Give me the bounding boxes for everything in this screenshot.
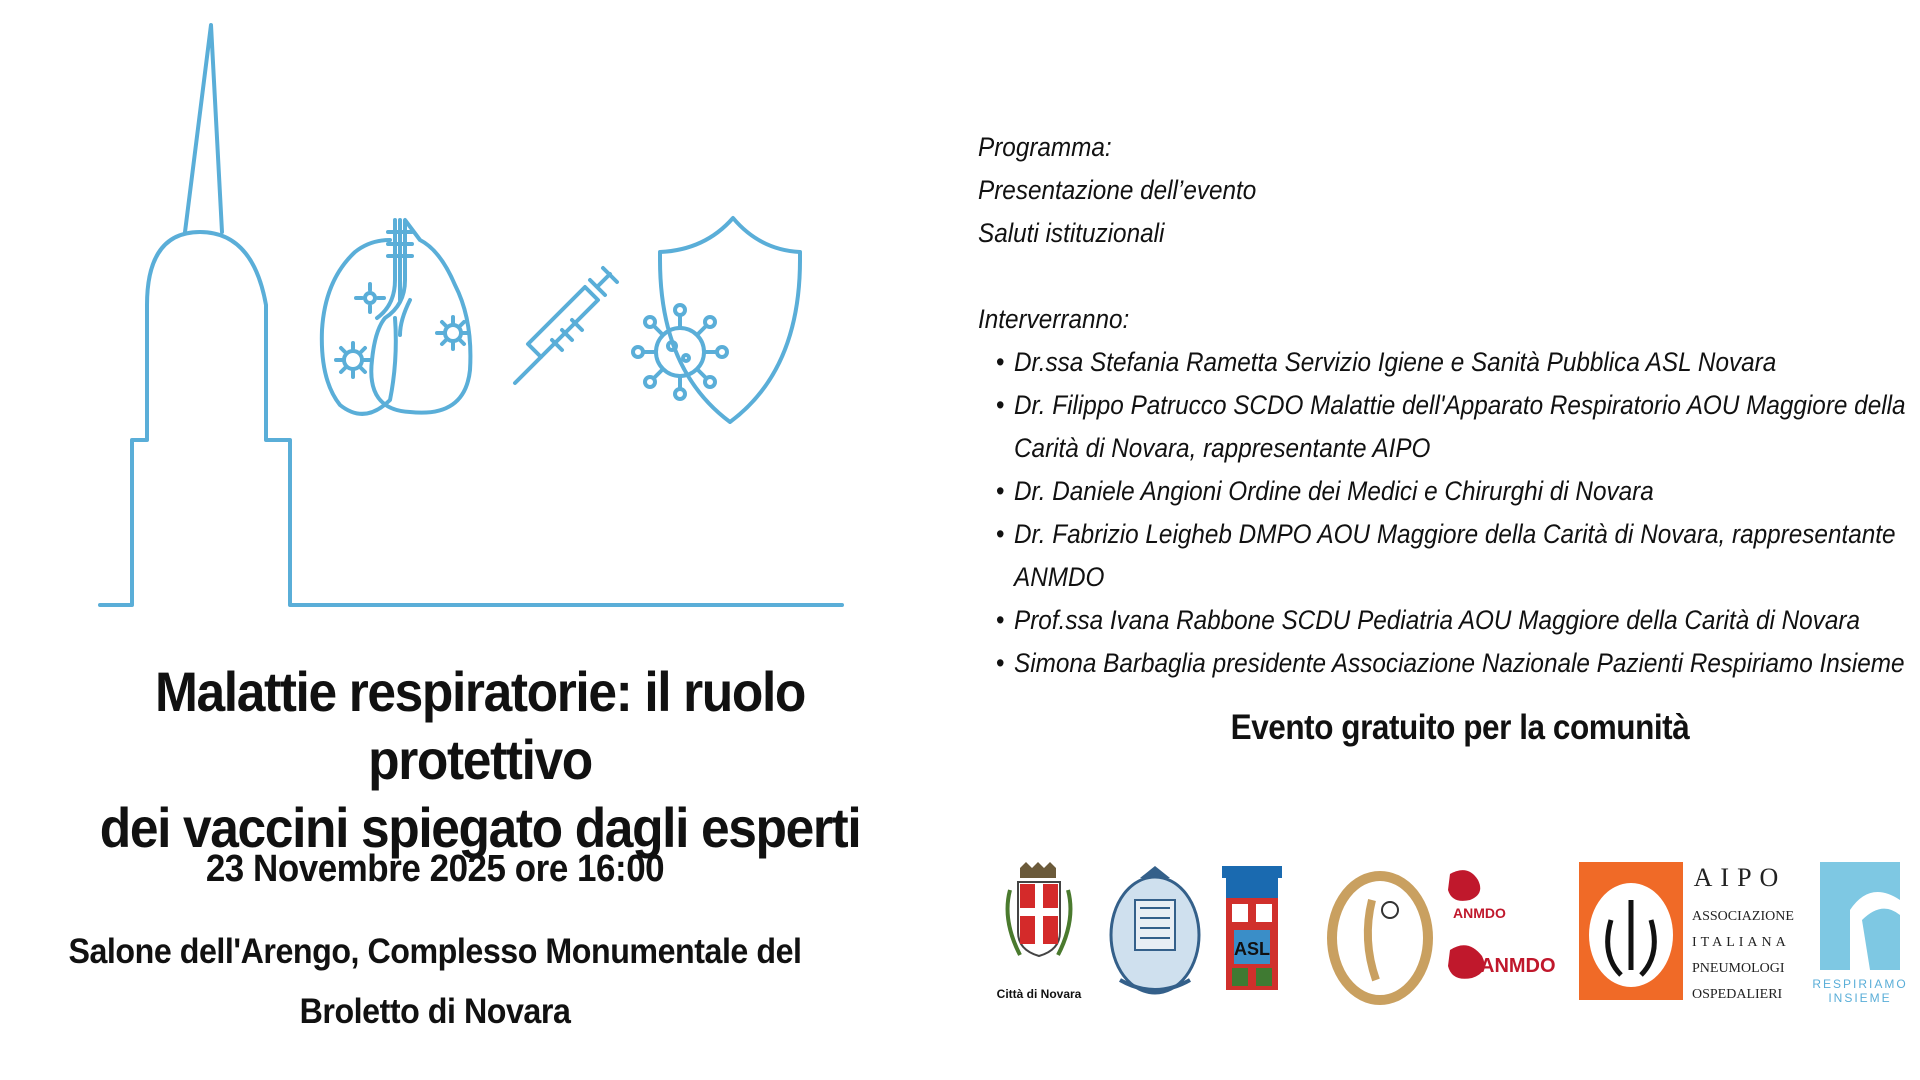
mole-antonelliana-outline: [100, 232, 842, 605]
lungs-icon: [322, 220, 471, 414]
speaker-line: • Dr. Fabrizio Leigheb DMPO AOU Maggiore della Carità di Novara, rappresentante: [1014, 519, 1896, 549]
speaker-item: [978, 642, 1905, 685]
citta-di-novara-label: Città di Novara: [996, 987, 1082, 1001]
speaker-line: • Simona Barbaglia presidente Associazione Nazionale Pazienti Respiriamo Insieme: [1014, 648, 1905, 678]
speaker-line: • Prof.ssa Ivana Rabbone SCDU Pediatria AOU Maggiore della Carità di Novara: [1014, 605, 1860, 635]
event-title-line2: dei vaccini spiegato dagli esperti: [99, 796, 861, 859]
free-event-notice: Evento gratuito per la comunità: [1230, 708, 1690, 747]
event-venue-line1: Salone dell'Arengo, Complesso Monumentale del: [68, 932, 802, 971]
program-section: [978, 126, 1906, 685]
syringe-icon: [515, 268, 617, 383]
hero-illustration: [0, 0, 960, 640]
anmdo-large-label: ANMDO: [1480, 955, 1556, 977]
program-item: Saluti istituzionali: [978, 218, 1165, 248]
asl-label: ASL: [1234, 939, 1270, 959]
anmdo-small-label: ANMDO: [1453, 905, 1506, 921]
speaker-line: • Dr.ssa Stefania Rametta Servizio Igiene e Sanità Pubblica ASL Novara: [1014, 347, 1777, 377]
speaker-line: Carità di Novara, rappresentante AIPO: [1014, 433, 1431, 463]
shield-virus-icon: [633, 218, 800, 422]
event-venue: [35, 922, 835, 1042]
event-venue-line2: Broletto di Novara: [299, 992, 571, 1031]
speakers-list: [978, 341, 1906, 685]
event-datetime: 23 Novembre 2025 ore 16:00: [205, 848, 665, 890]
respiriamo-line2: INSIEME: [1828, 991, 1892, 1005]
aipo-line1: ASSOCIAZIONE: [1692, 909, 1794, 924]
speaker-line: ANMDO: [1014, 562, 1105, 592]
speaker-line: • Dr. Daniele Angioni Ordine dei Medici e Chirurghi di Novara: [1014, 476, 1654, 506]
mole-spire: [185, 25, 222, 232]
ordine-medici-logo: [1332, 876, 1428, 1000]
aipo-logo: [1579, 862, 1794, 1002]
aipo-line2: ITALIANA: [1692, 935, 1790, 950]
speaker-item: [978, 341, 1826, 384]
event-title-line1: Malattie respiratorie: il ruolo protettivo: [154, 660, 806, 791]
event-title: [38, 658, 921, 862]
anmdo-logo: [1448, 870, 1556, 979]
sponsor-logos: [990, 860, 1920, 1020]
provincia-seal-logo: [1111, 866, 1199, 993]
respiriamo-line1: RESPIRIAMO: [1812, 977, 1908, 991]
respiriamo-insieme-logo: [1812, 862, 1907, 1005]
aipo-line3: PNEUMOLOGI: [1692, 961, 1785, 976]
aipo-title: AIPO: [1693, 863, 1787, 892]
program-item: Presentazione dell’evento: [978, 175, 1257, 205]
speaker-line: • Dr. Filippo Patrucco SCDO Malattie dell'Apparato Respiratorio AOU Maggiore della: [1014, 390, 1906, 420]
asl-novara-logo: [1222, 866, 1282, 990]
speaker-item: [978, 513, 1896, 599]
speaker-item: [978, 384, 1906, 470]
citta-di-novara-logo: [997, 862, 1082, 1001]
speaker-item: [978, 599, 1860, 642]
aipo-line4: OSPEDALIERI: [1692, 987, 1783, 1002]
speaker-item: [978, 470, 1826, 513]
program-heading: Programma:: [978, 132, 1112, 162]
speakers-heading: Interverranno:: [978, 304, 1130, 334]
program-spacer: [978, 255, 1826, 298]
